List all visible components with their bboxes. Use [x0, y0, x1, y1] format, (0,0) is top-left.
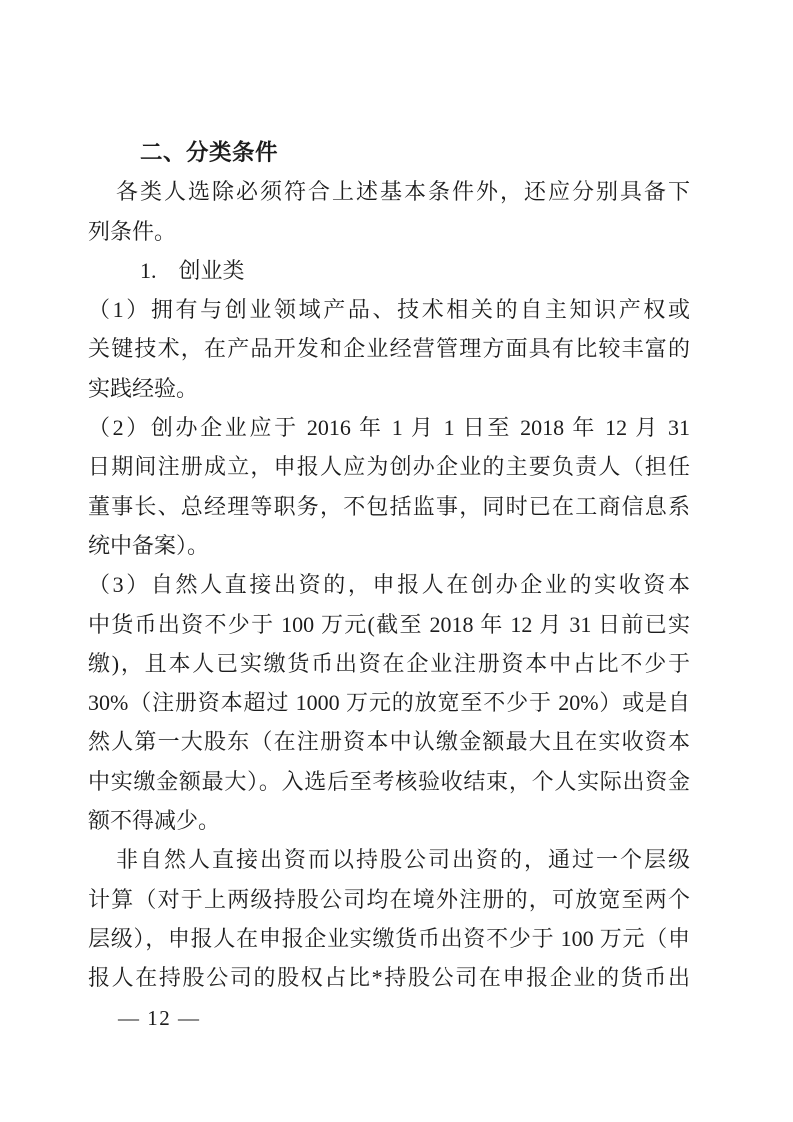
document-body	[88, 133, 690, 998]
item2-line: 董事长、总经理等职务，不包括监事，同时已在工商信息系	[88, 493, 690, 519]
holding-company-paragraph-line: 层级），申报人在申报企业实缴货币出资不少于 100 万元（申	[88, 925, 690, 951]
item3-line: 额不得减少。	[88, 808, 221, 834]
intro-paragraph-line: 列条件。	[88, 218, 177, 244]
item1-line: 实践经验。	[88, 375, 199, 401]
item2-line: 统中备案）。	[88, 532, 210, 558]
item1-line: 关键技术，在产品开发和企业经营管理方面具有比较丰富的	[88, 336, 690, 362]
item3-line: 中货币出资不少于 100 万元(截至 2018 年 12 月 31 日前已实	[88, 611, 690, 637]
item2-line: （2）创办企业应于 2016 年 1 月 1 日至 2018 年 12 月 31	[88, 415, 690, 441]
item3-line: 30%（注册资本超过 1000 万元的放宽至不少于 20%）或是自	[88, 690, 690, 716]
intro-paragraph-line: 各类人选除必须符合上述基本条件外，还应分别具备下	[116, 179, 690, 205]
holding-company-paragraph-line: 计算（对于上两级持股公司均在境外注册的，可放宽至两个	[88, 886, 690, 912]
subsection-heading: 1. 创业类	[140, 257, 245, 283]
holding-company-paragraph-line: 报人在持股公司的股权占比*持股公司在申报企业的货币出	[88, 965, 690, 991]
item3-line: （3）自然人直接出资的，申报人在创办企业的实收资本	[88, 572, 690, 598]
item3-line: 然人第一大股东（在注册资本中认缴金额最大且在实收资本	[88, 729, 690, 755]
item3-line: 中实缴金额最大）。入选后至考核验收结束，个人实际出资金	[88, 768, 690, 794]
item2-line: 日期间注册成立，申报人应为创办企业的主要负责人（担任	[88, 454, 690, 480]
holding-company-paragraph-line: 非自然人直接出资而以持股公司出资的，通过一个层级	[116, 847, 690, 873]
section-heading: 二、分类条件	[140, 140, 279, 165]
page-number: — 12 —	[118, 1006, 201, 1030]
item1-line: （1）拥有与创业领域产品、技术相关的自主知识产权或	[88, 297, 690, 323]
item3-line: 缴)，且本人已实缴货币出资在企业注册资本中占比不少于	[88, 650, 690, 676]
